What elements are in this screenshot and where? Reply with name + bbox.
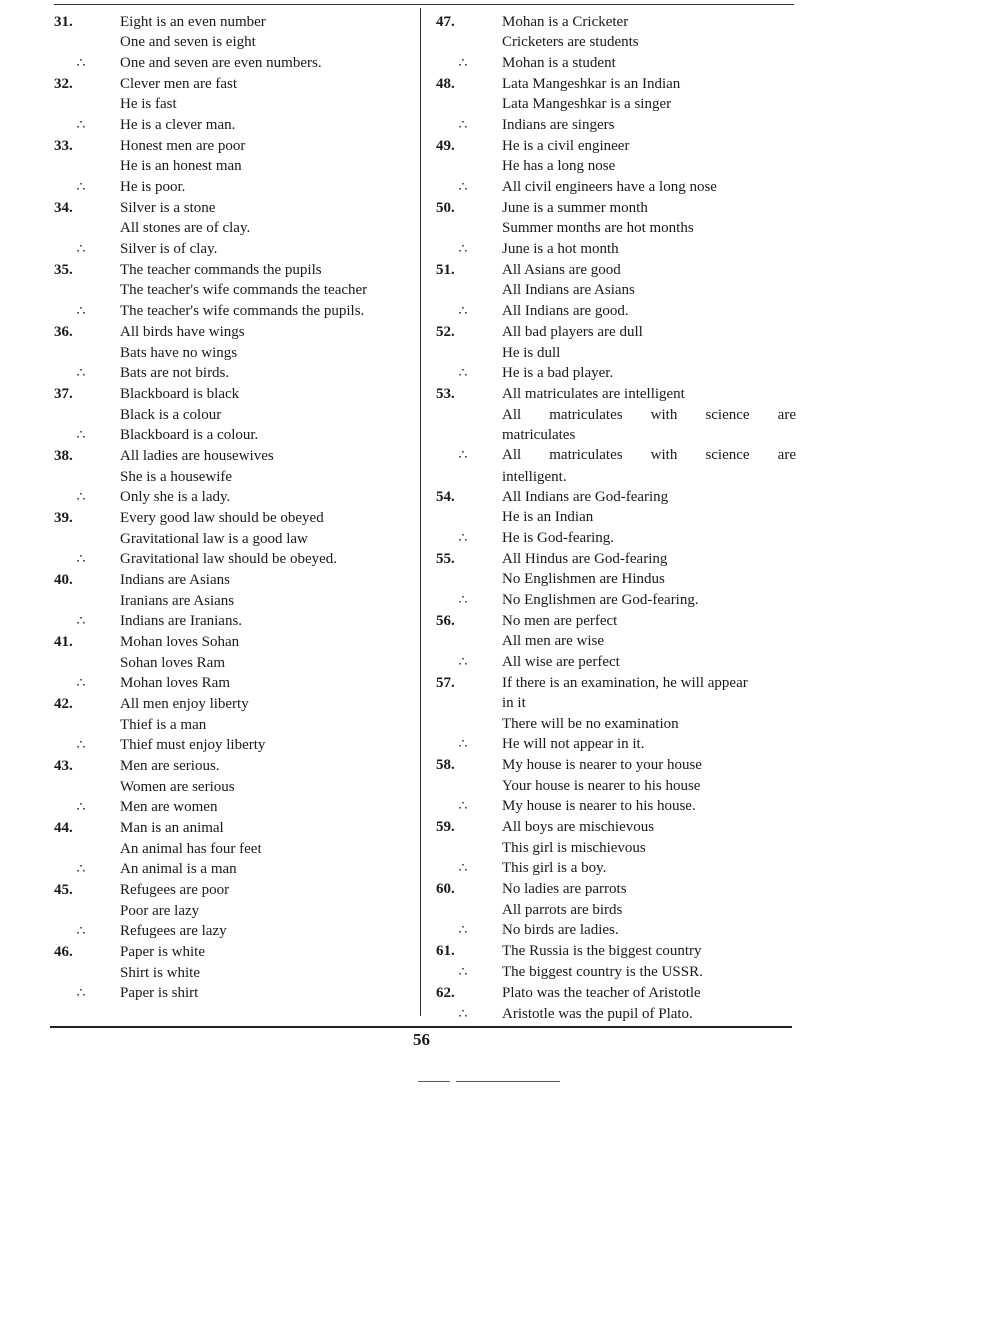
syllogism-line bbox=[436, 755, 796, 775]
premise-text: All boys are mischievous bbox=[502, 819, 655, 836]
syllogism-line bbox=[54, 239, 416, 260]
premise-text: Your house is nearer to his house bbox=[502, 777, 701, 794]
therefore-symbol: ∴ bbox=[458, 241, 468, 257]
syllogism-line bbox=[436, 405, 796, 425]
syllogism-line bbox=[54, 12, 416, 32]
problem-number: 47. bbox=[436, 14, 455, 30]
syllogism-line bbox=[436, 673, 796, 693]
premise-text: He is fast bbox=[120, 96, 177, 113]
problem-number: 39. bbox=[54, 510, 73, 527]
syllogism-line bbox=[436, 115, 796, 136]
syllogism-line bbox=[54, 115, 416, 136]
syllogism-line bbox=[436, 53, 796, 74]
syllogism-line bbox=[436, 838, 796, 858]
premise-text: Black is a colour bbox=[120, 406, 222, 423]
premise-text: An animal has four feet bbox=[120, 840, 262, 857]
syllogism-line bbox=[436, 343, 796, 363]
footer-dash bbox=[418, 1081, 450, 1082]
syllogism-line bbox=[436, 425, 796, 445]
premise-text: Shirt is white bbox=[120, 964, 201, 981]
premise-text: matriculates bbox=[502, 426, 576, 443]
problem-number: 50. bbox=[436, 200, 455, 217]
therefore-symbol: ∴ bbox=[76, 365, 86, 381]
conclusion-text: An animal is a man bbox=[120, 861, 237, 878]
premise-text: Gravitational law is a good law bbox=[120, 530, 308, 547]
syllogism-item bbox=[436, 487, 796, 549]
syllogism-line bbox=[436, 776, 796, 796]
premise-text: He is an Indian bbox=[502, 509, 594, 526]
syllogism-item bbox=[54, 384, 416, 446]
therefore-symbol: ∴ bbox=[76, 613, 86, 629]
syllogism-line bbox=[54, 322, 416, 342]
syllogism-line bbox=[54, 611, 416, 632]
problem-number: 37. bbox=[54, 386, 73, 403]
premise-text: All Indians are Asians bbox=[502, 282, 635, 299]
syllogism-item bbox=[436, 983, 796, 1025]
syllogism-line bbox=[436, 12, 796, 32]
syllogism-line bbox=[54, 653, 416, 673]
premise-text: Refugees are poor bbox=[120, 882, 230, 899]
syllogism-item bbox=[54, 880, 416, 942]
syllogism-line bbox=[54, 591, 416, 611]
problem-number: 33. bbox=[54, 138, 73, 155]
syllogism-line bbox=[54, 735, 416, 756]
conclusion-text: All Indians are good. bbox=[502, 302, 629, 319]
syllogism-item bbox=[54, 198, 416, 260]
syllogism-line bbox=[436, 445, 796, 466]
syllogism-item bbox=[54, 942, 416, 1004]
premise-text: intelligent. bbox=[502, 468, 567, 485]
premise-text: If there is an examination, he will appear bbox=[502, 675, 748, 691]
syllogism-item bbox=[54, 322, 416, 384]
premise-text: Men are serious. bbox=[120, 758, 220, 775]
conclusion-text: All civil engineers have a long nose bbox=[502, 178, 717, 195]
syllogism-item bbox=[54, 260, 416, 322]
problem-number: 40. bbox=[54, 572, 73, 589]
conclusion-text: Only she is a lady. bbox=[120, 488, 231, 505]
syllogism-item bbox=[436, 198, 796, 260]
syllogism-line bbox=[436, 280, 796, 300]
premise-text: All parrots are birds bbox=[502, 901, 623, 918]
conclusion-text: Mohan is a student bbox=[502, 54, 616, 71]
premise-text: Paper is white bbox=[120, 944, 205, 961]
syllogism-line bbox=[436, 384, 796, 404]
premise-text: All stones are of clay. bbox=[120, 220, 251, 237]
syllogism-item bbox=[436, 673, 796, 755]
syllogism-line bbox=[436, 528, 796, 549]
therefore-symbol: ∴ bbox=[458, 1006, 468, 1022]
syllogism-line bbox=[54, 156, 416, 176]
premise-text: One and seven is eight bbox=[120, 34, 256, 51]
problem-number: 56. bbox=[436, 612, 455, 629]
syllogism-line bbox=[54, 198, 416, 218]
conclusion-text: Gravitational law should be obeyed. bbox=[120, 550, 338, 567]
premise-text: The Russia is the biggest country bbox=[502, 943, 702, 960]
problem-number: 38. bbox=[54, 448, 73, 465]
problem-number: 59. bbox=[436, 819, 455, 836]
problem-number: 41. bbox=[54, 634, 73, 651]
therefore-symbol: ∴ bbox=[76, 676, 86, 691]
syllogism-item bbox=[54, 508, 416, 570]
syllogism-line bbox=[436, 858, 796, 879]
premise-text: Bats have no wings bbox=[120, 344, 238, 361]
syllogism-line bbox=[54, 632, 416, 652]
syllogism-line bbox=[436, 631, 796, 651]
conclusion-text: All matriculates with science are bbox=[502, 447, 796, 464]
syllogism-line bbox=[436, 156, 796, 176]
syllogism-line bbox=[54, 901, 416, 921]
premise-text: in it bbox=[502, 695, 526, 712]
problem-number: 60. bbox=[436, 881, 455, 898]
syllogism-item bbox=[436, 611, 796, 673]
problem-number: 32. bbox=[54, 76, 73, 93]
conclusion-text: This girl is a boy. bbox=[502, 860, 607, 877]
premise-text: No ladies are parrots bbox=[502, 881, 627, 898]
syllogism-line bbox=[436, 652, 796, 673]
premise-text: Eight is an even number bbox=[120, 14, 266, 30]
syllogism-line bbox=[436, 983, 796, 1003]
syllogism-line bbox=[54, 777, 416, 797]
therefore-symbol: ∴ bbox=[458, 737, 468, 753]
problem-number: 49. bbox=[436, 138, 455, 155]
therefore-symbol: ∴ bbox=[458, 448, 468, 464]
therefore-symbol: ∴ bbox=[458, 530, 468, 546]
premise-text: Women are serious bbox=[120, 778, 235, 795]
syllogism-line bbox=[54, 570, 416, 590]
conclusion-text: Silver is of clay. bbox=[120, 240, 218, 257]
syllogism-item bbox=[436, 384, 796, 487]
syllogism-line bbox=[436, 569, 796, 589]
footer-dash bbox=[456, 1081, 560, 1082]
premise-text: Lata Mangeshkar is a singer bbox=[502, 96, 672, 113]
premise-text: No men are perfect bbox=[502, 612, 618, 629]
syllogism-line bbox=[436, 693, 796, 713]
right-column bbox=[436, 12, 796, 1025]
syllogism-line bbox=[54, 715, 416, 735]
problem-number: 54. bbox=[436, 488, 455, 505]
premise-text: Mohan is a Cricketer bbox=[502, 14, 629, 30]
syllogism-line bbox=[54, 529, 416, 549]
syllogism-line bbox=[54, 549, 416, 570]
premise-text: Mohan loves Sohan bbox=[120, 634, 240, 651]
syllogism-line bbox=[54, 921, 416, 942]
syllogism-item bbox=[54, 570, 416, 632]
syllogism-line bbox=[436, 817, 796, 837]
premise-text: Summer months are hot months bbox=[502, 220, 694, 237]
syllogism-line bbox=[54, 94, 416, 114]
conclusion-text: No Englishmen are God-fearing. bbox=[502, 591, 699, 608]
syllogism-line bbox=[54, 384, 416, 404]
syllogism-item bbox=[54, 756, 416, 818]
therefore-symbol: ∴ bbox=[76, 179, 86, 195]
syllogism-line bbox=[436, 507, 796, 527]
conclusion-text: One and seven are even numbers. bbox=[120, 54, 322, 71]
syllogism-item bbox=[54, 694, 416, 756]
problem-number: 42. bbox=[54, 696, 73, 713]
therefore-symbol: ∴ bbox=[458, 799, 468, 815]
syllogism-item bbox=[436, 74, 796, 136]
syllogism-line bbox=[54, 280, 416, 300]
problem-number: 35. bbox=[54, 262, 73, 279]
syllogism-line bbox=[436, 590, 796, 611]
premise-text: Cricketers are students bbox=[502, 34, 639, 51]
conclusion-text: Men are women bbox=[120, 799, 218, 816]
syllogism-line bbox=[54, 818, 416, 838]
syllogism-item bbox=[436, 879, 796, 941]
syllogism-line bbox=[54, 363, 416, 384]
syllogism-line bbox=[54, 136, 416, 156]
premise-text: All Hindus are God-fearing bbox=[502, 550, 668, 567]
conclusion-text: He is God-fearing. bbox=[502, 529, 615, 546]
premise-text: Honest men are poor bbox=[120, 138, 246, 155]
premise-text: Indians are Asians bbox=[120, 572, 230, 589]
conclusion-text: Indians are singers bbox=[502, 116, 615, 133]
syllogism-line bbox=[54, 797, 416, 818]
syllogism-line bbox=[436, 467, 796, 487]
syllogism-item bbox=[436, 322, 796, 384]
therefore-symbol: ∴ bbox=[458, 592, 468, 608]
problem-number: 52. bbox=[436, 324, 455, 341]
premise-text: Silver is a stone bbox=[120, 200, 216, 217]
syllogism-item bbox=[436, 817, 796, 879]
syllogism-line bbox=[54, 218, 416, 238]
conclusion-text: The biggest country is the USSR. bbox=[502, 963, 703, 980]
syllogism-line bbox=[54, 53, 416, 74]
premise-text: All matriculates with science are bbox=[502, 406, 796, 423]
syllogism-item bbox=[436, 755, 796, 817]
syllogism-item bbox=[54, 446, 416, 508]
premise-text: He is dull bbox=[502, 344, 561, 361]
therefore-symbol: ∴ bbox=[76, 241, 86, 257]
conclusion-text: My house is nearer to his house. bbox=[502, 798, 696, 815]
syllogism-line bbox=[436, 74, 796, 94]
syllogism-line bbox=[54, 756, 416, 776]
conclusion-text: The teacher's wife commands the pupils. bbox=[120, 302, 365, 319]
column-divider bbox=[420, 8, 421, 1016]
problem-number: 51. bbox=[436, 262, 455, 279]
premise-text: Every good law should be obeyed bbox=[120, 510, 324, 527]
therefore-symbol: ∴ bbox=[458, 303, 468, 319]
syllogism-item bbox=[436, 12, 796, 74]
syllogism-line bbox=[436, 136, 796, 156]
syllogism-line bbox=[436, 962, 796, 983]
syllogism-item bbox=[436, 136, 796, 198]
syllogism-line bbox=[436, 363, 796, 384]
syllogism-line bbox=[54, 942, 416, 962]
conclusion-text: Indians are Iranians. bbox=[120, 612, 243, 629]
therefore-symbol: ∴ bbox=[458, 964, 468, 980]
syllogism-line bbox=[54, 508, 416, 528]
premise-text: All matriculates are intelligent bbox=[502, 386, 685, 403]
premise-text: All men enjoy liberty bbox=[120, 696, 249, 713]
syllogism-line bbox=[436, 322, 796, 342]
premise-text: He is an honest man bbox=[120, 158, 242, 175]
problem-number: 45. bbox=[54, 882, 73, 899]
therefore-symbol: ∴ bbox=[76, 551, 86, 567]
therefore-symbol: ∴ bbox=[458, 117, 468, 133]
syllogism-line bbox=[54, 839, 416, 859]
problem-number: 62. bbox=[436, 985, 455, 1002]
premise-text: She is a housewife bbox=[120, 468, 233, 485]
syllogism-line bbox=[436, 94, 796, 114]
conclusion-text: Aristotle was the pupil of Plato. bbox=[502, 1005, 693, 1022]
premise-text: All bad players are dull bbox=[502, 324, 643, 341]
conclusion-text: Mohan loves Ram bbox=[120, 675, 230, 691]
premise-text: The teacher's wife commands the teacher bbox=[120, 282, 368, 299]
therefore-symbol: ∴ bbox=[76, 862, 86, 878]
therefore-symbol: ∴ bbox=[458, 861, 468, 877]
syllogism-line bbox=[436, 177, 796, 198]
syllogism-line bbox=[54, 983, 416, 1004]
syllogism-line bbox=[54, 74, 416, 94]
problem-number: 34. bbox=[54, 200, 73, 217]
premise-text: Blackboard is black bbox=[120, 386, 240, 403]
premise-text: All birds have wings bbox=[120, 324, 245, 341]
premise-text: Plato was the teacher of Aristotle bbox=[502, 985, 701, 1002]
syllogism-line bbox=[54, 405, 416, 425]
problem-number: 58. bbox=[436, 757, 455, 774]
therefore-symbol: ∴ bbox=[458, 654, 468, 670]
syllogism-line bbox=[54, 446, 416, 466]
left-column bbox=[54, 12, 416, 1005]
syllogism-line bbox=[54, 673, 416, 694]
therefore-symbol: ∴ bbox=[458, 55, 468, 71]
premise-text: Iranians are Asians bbox=[120, 592, 235, 609]
conclusion-text: Paper is shirt bbox=[120, 985, 199, 1002]
syllogism-line bbox=[436, 239, 796, 260]
premise-text: The teacher commands the pupils bbox=[120, 262, 322, 279]
syllogism-line bbox=[436, 260, 796, 280]
premise-text: All ladies are housewives bbox=[120, 448, 274, 465]
therefore-symbol: ∴ bbox=[458, 923, 468, 939]
syllogism-line bbox=[436, 487, 796, 507]
syllogism-line bbox=[54, 32, 416, 52]
premise-text: Sohan loves Ram bbox=[120, 654, 225, 671]
problem-number: 55. bbox=[436, 550, 455, 567]
problem-number: 43. bbox=[54, 758, 73, 775]
problem-number: 46. bbox=[54, 944, 73, 961]
problem-number: 31. bbox=[54, 14, 73, 30]
premise-text: Lata Mangeshkar is an Indian bbox=[502, 76, 681, 93]
page-number: 56 bbox=[413, 1030, 430, 1049]
conclusion-text: He is a clever man. bbox=[120, 116, 236, 133]
syllogism-item bbox=[436, 941, 796, 983]
syllogism-line bbox=[436, 941, 796, 961]
syllogism-line bbox=[436, 714, 796, 734]
syllogism-line bbox=[436, 796, 796, 817]
premise-text: Thief is a man bbox=[120, 716, 207, 733]
syllogism-line bbox=[54, 260, 416, 280]
conclusion-text: Bats are not birds. bbox=[120, 364, 230, 381]
therefore-symbol: ∴ bbox=[76, 800, 86, 816]
problem-number: 57. bbox=[436, 675, 455, 691]
syllogism-line bbox=[54, 177, 416, 198]
syllogism-line bbox=[54, 963, 416, 983]
therefore-symbol: ∴ bbox=[76, 427, 86, 443]
therefore-symbol: ∴ bbox=[76, 489, 86, 505]
syllogism-line bbox=[54, 694, 416, 714]
syllogism-line bbox=[436, 198, 796, 218]
premise-text: This girl is mischievous bbox=[502, 839, 646, 856]
conclusion-text: All wise are perfect bbox=[502, 653, 620, 670]
syllogism-line bbox=[436, 879, 796, 899]
syllogism-line bbox=[54, 487, 416, 508]
syllogism-line bbox=[54, 301, 416, 322]
conclusion-text: Refugees are lazy bbox=[120, 923, 227, 940]
syllogism-item bbox=[54, 74, 416, 136]
therefore-symbol: ∴ bbox=[458, 179, 468, 195]
syllogism-line bbox=[54, 467, 416, 487]
problem-number: 53. bbox=[436, 386, 455, 403]
syllogism-line bbox=[436, 301, 796, 322]
premise-text: Man is an animal bbox=[120, 820, 224, 837]
conclusion-text: He is poor. bbox=[120, 178, 186, 195]
premise-text: June is a summer month bbox=[502, 200, 648, 217]
premise-text: Clever men are fast bbox=[120, 76, 238, 93]
syllogism-line bbox=[436, 900, 796, 920]
conclusion-text: June is a hot month bbox=[502, 240, 619, 257]
premise-text: No Englishmen are Hindus bbox=[502, 571, 665, 588]
problem-number: 48. bbox=[436, 76, 455, 93]
syllogism-line bbox=[436, 549, 796, 569]
syllogism-line bbox=[436, 218, 796, 238]
therefore-symbol: ∴ bbox=[76, 55, 86, 71]
therefore-symbol: ∴ bbox=[76, 738, 86, 754]
syllogism-item bbox=[54, 136, 416, 198]
syllogism-item bbox=[436, 260, 796, 322]
syllogism-line bbox=[54, 859, 416, 880]
syllogism-line bbox=[436, 611, 796, 631]
syllogism-line bbox=[54, 343, 416, 363]
problem-number: 61. bbox=[436, 943, 455, 960]
syllogism-item bbox=[54, 818, 416, 880]
premise-text: All Indians are God-fearing bbox=[502, 488, 669, 505]
syllogism-item bbox=[436, 549, 796, 611]
problem-number: 44. bbox=[54, 820, 73, 837]
syllogism-line bbox=[436, 920, 796, 941]
premise-text: All Asians are good bbox=[502, 262, 621, 279]
premise-text: Poor are lazy bbox=[120, 902, 200, 919]
problem-number: 36. bbox=[54, 324, 73, 341]
conclusion-text: No birds are ladies. bbox=[502, 922, 619, 939]
premise-text: All men are wise bbox=[502, 633, 605, 650]
therefore-symbol: ∴ bbox=[458, 365, 468, 381]
therefore-symbol: ∴ bbox=[76, 117, 86, 133]
therefore-symbol: ∴ bbox=[76, 986, 86, 1002]
syllogism-line bbox=[54, 425, 416, 446]
conclusion-text: He will not appear in it. bbox=[502, 736, 645, 753]
conclusion-text: Blackboard is a colour. bbox=[120, 426, 259, 443]
premise-text: He has a long nose bbox=[502, 158, 616, 175]
premise-text: There will be no examination bbox=[502, 715, 679, 732]
top-rule bbox=[54, 4, 794, 5]
premise-text: My house is nearer to your house bbox=[502, 757, 702, 774]
therefore-symbol: ∴ bbox=[76, 924, 86, 940]
syllogism-line bbox=[436, 734, 796, 755]
therefore-symbol: ∴ bbox=[76, 303, 86, 319]
syllogism-line bbox=[436, 32, 796, 52]
syllogism-item bbox=[54, 12, 416, 74]
syllogism-line bbox=[54, 880, 416, 900]
syllogism-line bbox=[436, 1004, 796, 1025]
conclusion-text: Thief must enjoy liberty bbox=[120, 737, 266, 754]
conclusion-text: He is a bad player. bbox=[502, 364, 614, 381]
bottom-rule bbox=[50, 1026, 792, 1028]
syllogism-item bbox=[54, 632, 416, 694]
premise-text: He is a civil engineer bbox=[502, 138, 630, 155]
